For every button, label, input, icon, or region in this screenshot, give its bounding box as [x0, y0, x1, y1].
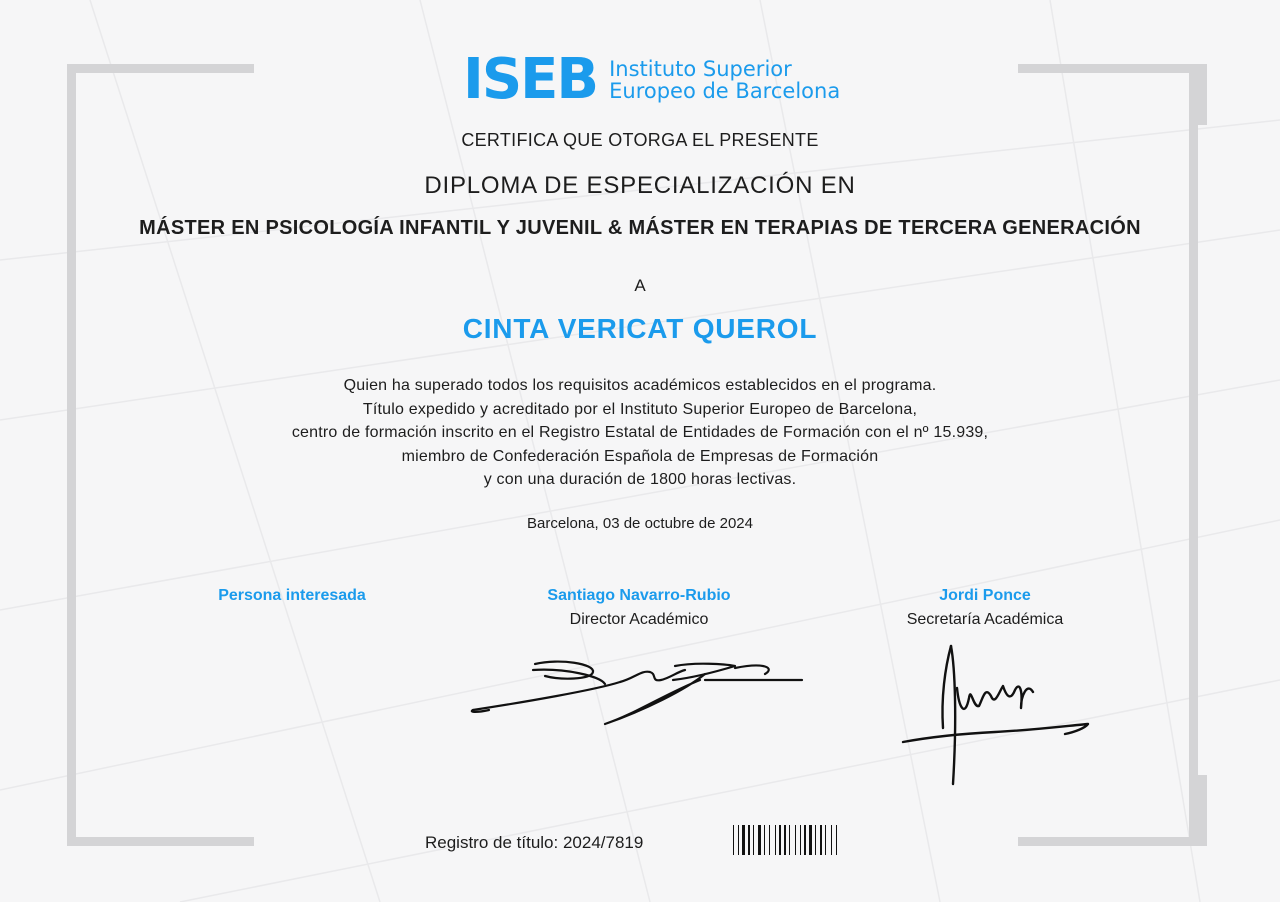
logo-line-1: Instituto Superior	[609, 57, 792, 81]
recipient-name: CINTA VERICAT QUEROL	[462, 313, 818, 344]
frame-corner-top-left	[67, 64, 254, 125]
body-line: centro de formación inscrito en el Registro Estatal de Entidades de Formación con el nº 15.939,	[291, 424, 989, 441]
signatory-name: Persona interesada	[218, 587, 366, 604]
place-date: Barcelona, 03 de octubre de 2024	[526, 515, 753, 532]
logo-mark: ISEB	[463, 47, 598, 112]
signatory-name: Santiago Navarro-Rubio	[547, 587, 731, 604]
body-line: y con una duración de 1800 horas lectivas.	[483, 471, 797, 488]
logo-line-2: Europeo de Barcelona	[609, 79, 841, 103]
director-signature	[465, 650, 810, 730]
certifica-heading: CERTIFICA QUE OTORGA EL PRESENTE	[461, 130, 819, 150]
signatory-name: Jordi Ponce	[939, 587, 1031, 604]
signatory-secretary	[825, 585, 1145, 633]
barcode-icon	[733, 825, 863, 855]
signatory-director	[479, 585, 799, 633]
frame-corner-top-right	[1018, 64, 1207, 125]
to-word: A	[634, 276, 646, 295]
certificate-body	[0, 374, 1280, 492]
program-title: MÁSTER EN PSICOLOGÍA INFANTIL Y JUVENIL & MÁSTER EN TERAPIAS DE TERCERA GENERACIÓN	[139, 217, 1141, 239]
secretary-signature	[895, 638, 1095, 788]
frame-corner-bottom-left	[67, 775, 254, 846]
signatory-role: Secretaría Académica	[906, 611, 1064, 628]
signatory-student	[132, 585, 452, 607]
body-line: Título expedido y acreditado por el Instituto Superior Europeo de Barcelona,	[362, 400, 918, 418]
body-line: Quien ha superado todos los requisitos académicos establecidos en el programa.	[343, 377, 937, 394]
signatory-role: Director Académico	[569, 611, 709, 628]
iseb-logo	[463, 47, 841, 112]
logo-text	[609, 58, 840, 102]
diploma-heading: DIPLOMA DE ESPECIALIZACIÓN EN	[424, 172, 856, 199]
body-line: miembro de Confederación Española de Empresas de Formación	[401, 447, 879, 465]
registration-number: Registro de título: 2024/7819	[425, 833, 644, 852]
